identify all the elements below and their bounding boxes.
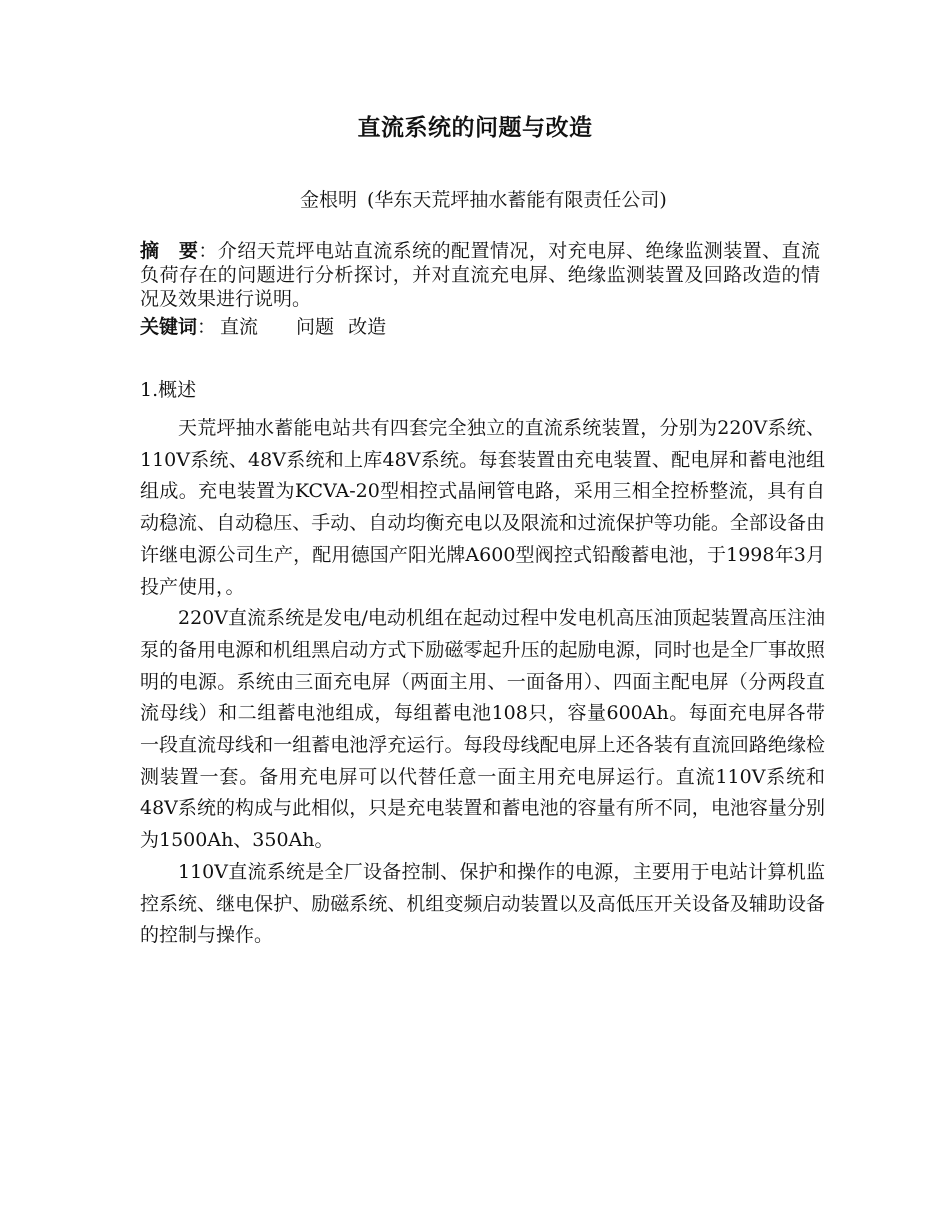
abstract-label: 摘 要 bbox=[140, 240, 199, 262]
keywords bbox=[140, 314, 820, 340]
author-name: 金根明 bbox=[300, 189, 358, 211]
body-paragraph: 110V直流系统是全厂设备控制、保护和操作的电源，主要用于电站计算机监控系统、继电保护、励磁系统、机组变频启动装置以及高低压开关设备及辅助设备的控制与操作。 bbox=[140, 860, 825, 947]
keywords-colon: ： bbox=[197, 316, 217, 338]
author-affiliation: (华东天荒坪抽水蓄能有限责任公司) bbox=[367, 189, 667, 211]
body-text bbox=[140, 413, 825, 952]
abstract-text: 介绍天荒坪电站直流系统的配置情况，对充电屏、绝缘监测装置、直流负荷存在的问题进行分析探讨，并对直流充电屏、绝缘监测装置及回路改造的情况及效果进行说明。 bbox=[140, 240, 820, 310]
abstract-colon: ： bbox=[198, 240, 218, 262]
author-line bbox=[300, 186, 820, 214]
document-title: 直流系统的问题与改造 bbox=[357, 115, 593, 141]
keyword-item: 直流 bbox=[220, 316, 259, 338]
body-paragraph: 220V直流系统是发电/电动机组在起动过程中发电机高压油顶起装置高压注油泵的备用电源和机组黑启动方式下励磁零起升压的起励电源，同时也是全厂事故照明的电源。系统由三面充电屏（两面主用、一面备用）、四面主配电屏（分两段直流母线）和二组蓄电池组成，每组蓄电池108只，容量600Ah。每面充电屏各带一段直流母线和一组蓄电池浮充运行。每段母线配电屏上还各装有直流回路绝缘检测装置一套。备用充电屏可以代替任意一面主用充电屏运行。直流110V系统和48V系统的构成与此相似，只是充电装置和蓄电池的容量有所不同，电池容量分别为1500Ah、350Ah。 bbox=[140, 607, 825, 852]
section-heading: 1.概述 bbox=[140, 379, 197, 401]
keyword-item: 改造 bbox=[348, 316, 387, 338]
body-paragraph: 天荒坪抽水蓄能电站共有四套完全独立的直流系统装置，分别为220V系统、110V系统、48V系统和上库48V系统。每套装置由充电装置、配电屏和蓄电池组组成。充电装置为KCVA-20型相控式晶闸管电路，采用三相全控桥整流，具有自动稳流、自动稳压、手动、自动均衡充电以及限流和过流保护等功能。全部设备由许继电源公司生产，配用德国产阳光牌A600型阀控式铅酸蓄电池，于1998年3月投产使用，。 bbox=[140, 417, 825, 598]
keyword-item: 问题 bbox=[296, 316, 335, 338]
keywords-label: 关键词 bbox=[140, 316, 198, 338]
abstract bbox=[140, 239, 820, 311]
